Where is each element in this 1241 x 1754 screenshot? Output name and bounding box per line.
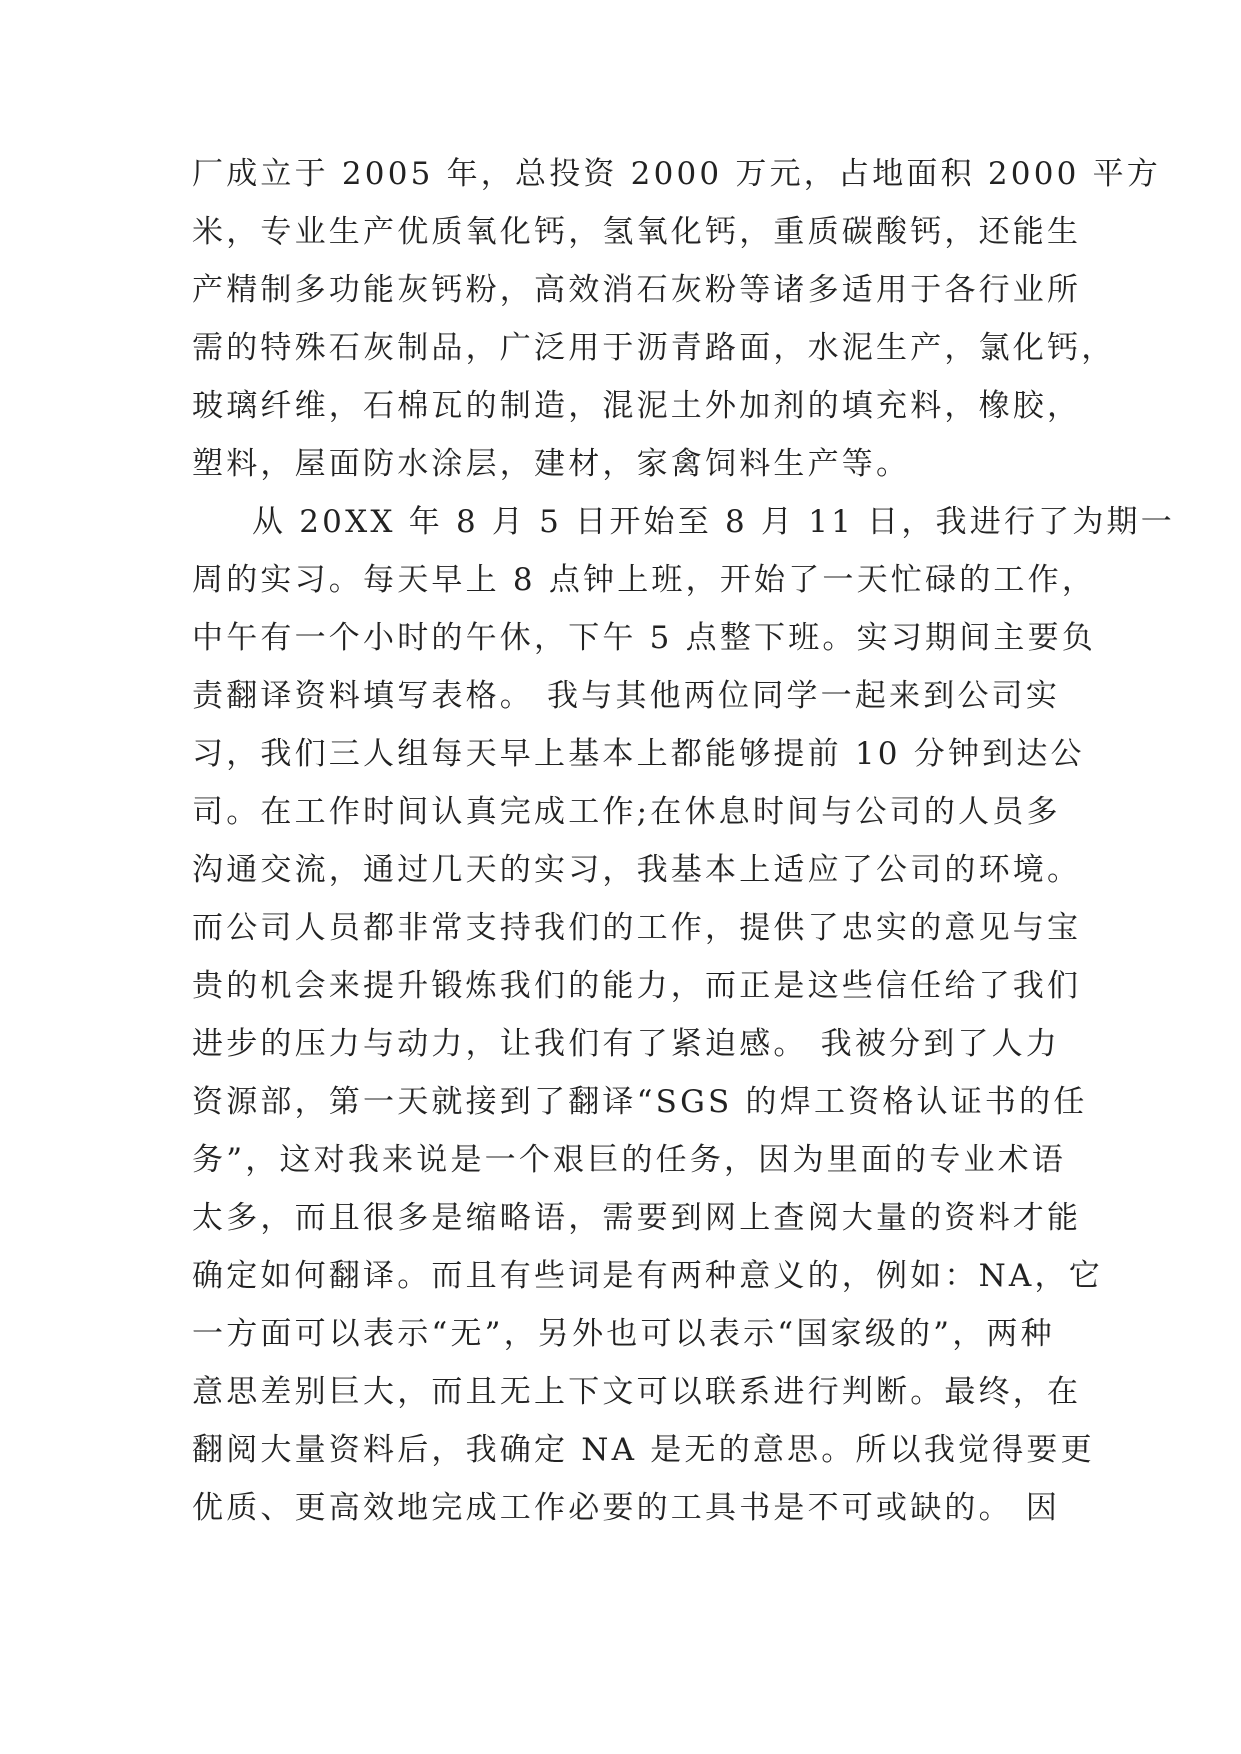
text-line: 而公司人员都非常支持我们的工作，提供了忠实的意见与宝: [192, 910, 1082, 946]
text-line: 资源部，第一天就接到了翻译“SGS 的焊工资格认证书的任: [192, 1084, 1088, 1120]
text-line: 司。在工作时间认真完成工作;在休息时间与公司的人员多: [192, 794, 1061, 830]
text-line: 厂成立于 2005 年，总投资 2000 万元，占地面积 2000 平方: [192, 156, 1161, 192]
text-line: 塑料，屋面防水涂层，建材，家禽饲料生产等。: [192, 446, 911, 482]
text-line: 需的特殊石灰制品，广泛用于沥青路面，水泥生产，氯化钙，: [192, 330, 1116, 366]
text-line: 玻璃纤维，石棉瓦的制造，混泥土外加剂的填充料，橡胶，: [192, 388, 1082, 424]
text-line: 确定如何翻译。而且有些词是有两种意义的，例如：NA，它: [192, 1258, 1103, 1294]
text-line: 一方面可以表示“无”，另外也可以表示“国家级的”，两种: [192, 1316, 1055, 1352]
text-line: 沟通交流，通过几天的实习，我基本上适应了公司的环境。: [192, 852, 1082, 888]
paragraph-first-line: 从 20XX 年 8 月 5 日开始至 8 月 11 日，我进行了为期一: [252, 504, 1175, 540]
text-line: 翻阅大量资料后，我确定 NA 是无的意思。所以我觉得要更: [192, 1432, 1095, 1468]
text-line: 周的实习。每天早上 8 点钟上班，开始了一天忙碌的工作，: [192, 562, 1097, 598]
text-line: 中午有一个小时的午休，下午 5 点整下班。实习期间主要负: [192, 620, 1097, 656]
text-line: 贵的机会来提升锻炼我们的能力，而正是这些信任给了我们: [192, 968, 1082, 1004]
text-line: 意思差别巨大，而且无上下文可以联系进行判断。最终，在: [192, 1374, 1082, 1410]
text-line: 优质、更高效地完成工作必要的工具书是不可或缺的。 因: [192, 1490, 1061, 1526]
text-line: 米，专业生产优质氧化钙，氢氧化钙，重质碳酸钙，还能生: [192, 214, 1082, 250]
text-line: 产精制多功能灰钙粉，高效消石灰粉等诸多适用于各行业所: [192, 272, 1082, 308]
text-line: 务”，这对我来说是一个艰巨的任务，因为里面的专业术语: [192, 1142, 1067, 1178]
text-line: 责翻译资料填写表格。 我与其他两位同学一起来到公司实: [192, 678, 1061, 714]
text-line: 进步的压力与动力，让我们有了紧迫感。 我被分到了人力: [192, 1026, 1061, 1062]
text-line: 太多，而且很多是缩略语，需要到网上查阅大量的资料才能: [192, 1200, 1082, 1236]
text-line: 习，我们三人组每天早上基本上都能够提前 10 分钟到达公: [192, 736, 1085, 772]
